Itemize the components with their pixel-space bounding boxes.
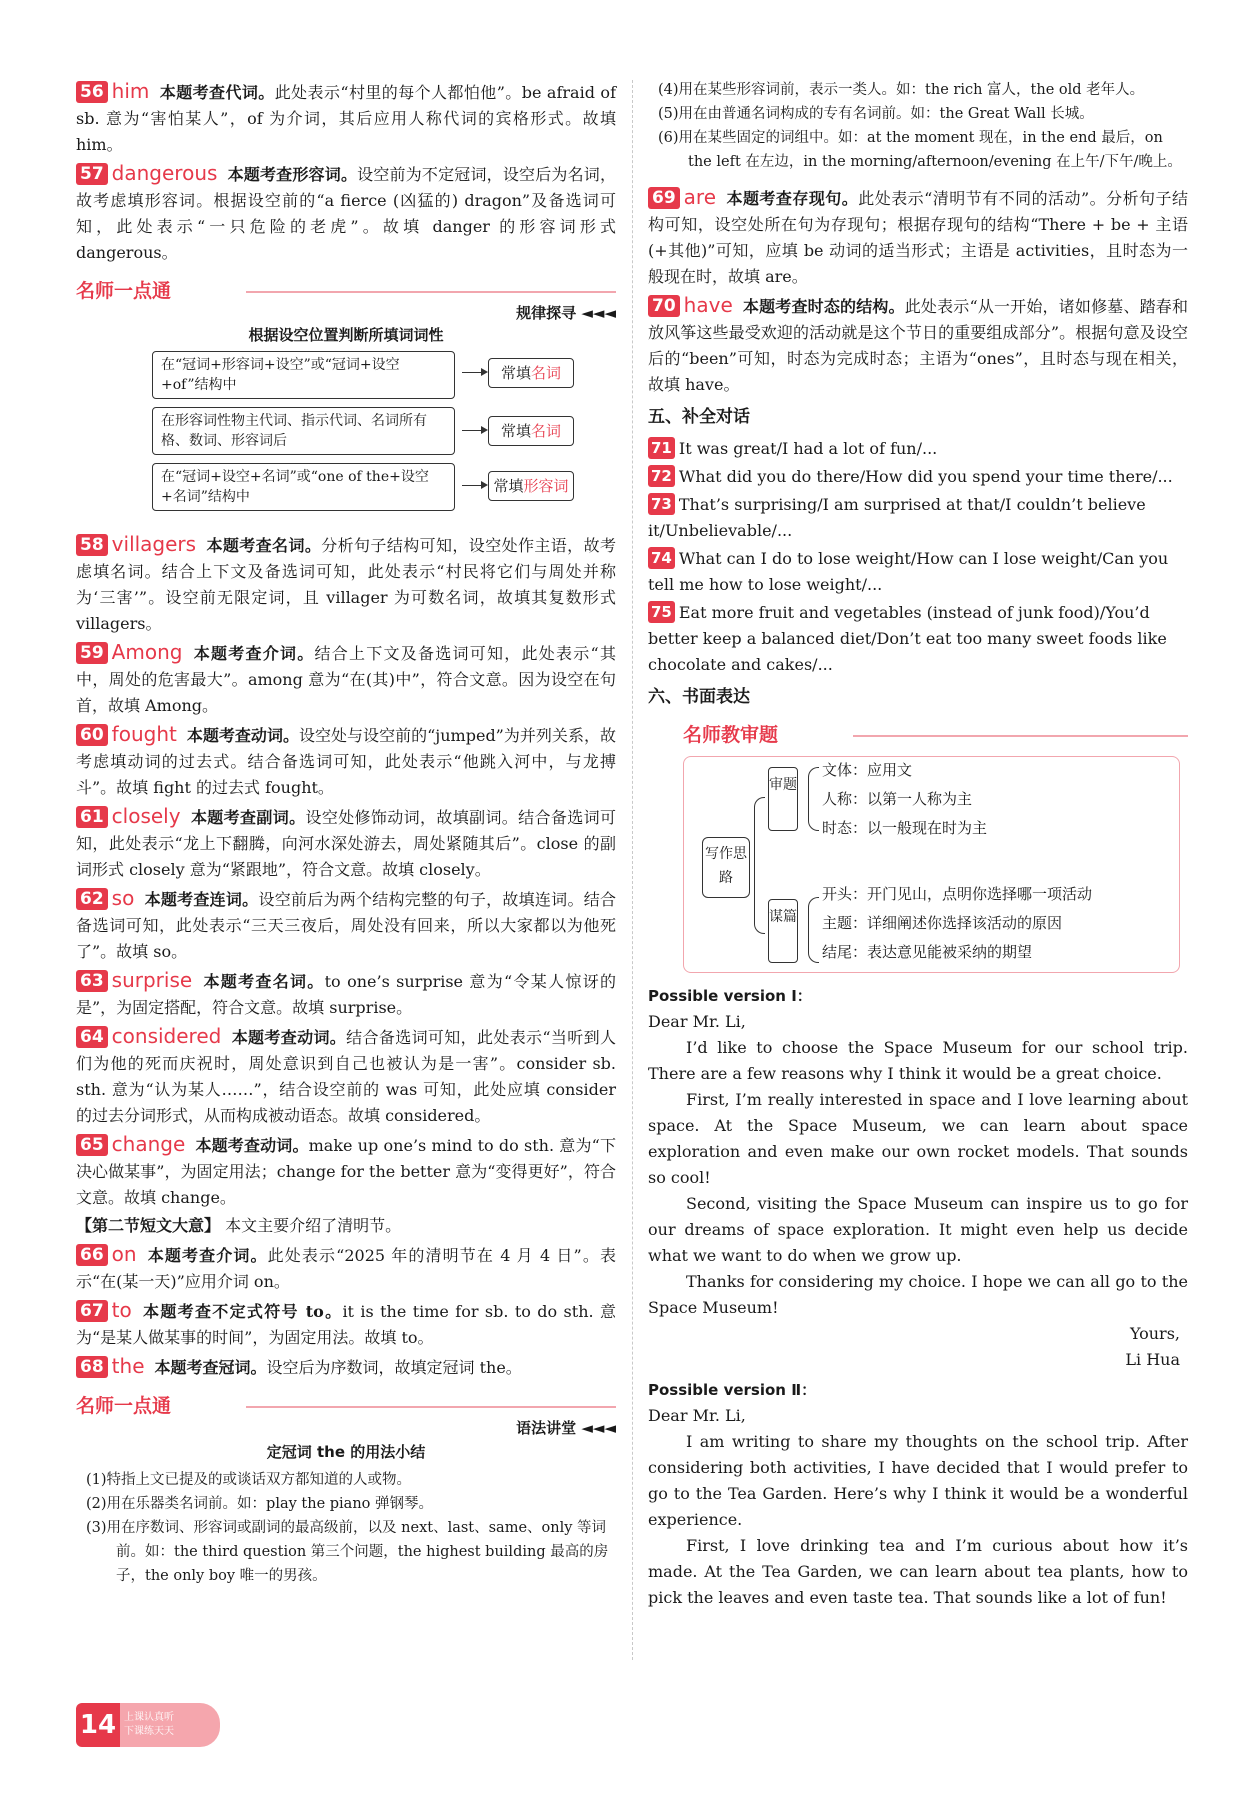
dialog-text: Eat more fruit and vegetables (instead of junk food)/You’d better keep a balanced diet/Don’t eat too many sweet foods like chocolate and cakes/...: [648, 603, 1167, 674]
mindmap-leaf: 主题：详细阐述你选择该活动的原因: [822, 914, 1063, 932]
mindmap-bracket: [808, 767, 819, 831]
grammar-item: (4)用在某些形容词前，表示一类人。如：the rich 富人，the old 老年人。: [658, 82, 1145, 98]
answer-entry: [648, 292, 1188, 398]
flow-result: 常填名词: [488, 416, 574, 446]
answer-word: closely: [111, 804, 181, 828]
question-number: 60: [76, 724, 108, 746]
tip-line: [246, 1406, 616, 1408]
tip-badge: 名师一点通: [76, 280, 172, 302]
pos-flowchart: [76, 351, 616, 531]
dialog-answer: [648, 492, 1188, 544]
question-number: 70: [648, 295, 680, 317]
letter-heading: Possible version Ⅱ：: [648, 1381, 817, 1399]
section-heading: 六、书面表达: [648, 687, 750, 707]
grammar-title: 定冠词 the 的用法小结: [266, 1443, 426, 1461]
answer-word: Among: [111, 640, 183, 664]
key-point: 本题考查名词。: [202, 972, 325, 991]
flow-condition: 在“冠词+设空+名词”或“one of the+设空+名词”结构中: [152, 463, 455, 511]
right-column: [648, 78, 1188, 1611]
question-number: 61: [76, 806, 108, 828]
letter-closing: Yours,: [1129, 1324, 1180, 1343]
mindmap-bracket: [754, 797, 765, 934]
grammar-item: (2)用在乐器类名词前。如：play the piano 弹钢琴。: [86, 1496, 434, 1512]
dialog-text: What can I do to lose weight/How can I lose weight/Can you tell me how to lose weight/...: [648, 549, 1169, 594]
answer-word: have: [683, 293, 733, 317]
footer-slogan: 上课认真听 下课练天天: [120, 1703, 220, 1747]
key-point: 本题考查副词。: [190, 808, 306, 827]
answer-entry: [76, 160, 616, 266]
key-point: 本题考查不定式符号 to。: [141, 1302, 343, 1321]
key-point: 本题考查冠词。: [154, 1358, 267, 1377]
tip-header-2: [76, 1389, 616, 1437]
answer-entry: [76, 967, 616, 1021]
writing-mindmap: [683, 756, 1180, 973]
explanation: 分析句子结构可知，设空处作主语，故考虑填名词。结合上下文及备选词可知，此处表示“村民将它们与周处并称为‘三害’”。设空前无限定词，且 villager 为可数名词，故填其复数形式 villagers。: [76, 536, 616, 633]
question-number: 57: [76, 163, 108, 185]
answer-entry: [76, 1353, 616, 1381]
explanation: 设空前后为两个结构完整的句子，故填连词。结合备选词可知，此处表示“三天三夜后，周处没有回来，所以大家都以为他死了”。故填 so。: [76, 890, 616, 961]
explanation: 结合备选词可知，此处表示“当听到人们为他的死而庆祝时，周处意识到自己也被认为是一害”。consider sb. sth. 意为“认为某人……”，结合设空前的 was 可知，此处应填 consider 的过去分词形式，从而构成被动语态。故填 considered。: [76, 1028, 616, 1125]
answer-entry: [648, 184, 1188, 290]
key-point: 本题考查存现句。: [726, 189, 859, 208]
question-number: 75: [648, 601, 675, 623]
answer-entry: [76, 1241, 616, 1295]
answer-word: surprise: [111, 968, 193, 992]
flow-arrow: [462, 485, 486, 486]
tip-subtitle: 规律探寻 ◄◄◄: [516, 304, 616, 322]
letter-paragraph: I am writing to share my thoughts on the school trip. After considering both activities, I have decided that I would prefer to go to the Tea Garden. Here’s why I think it would be a wonderful experience.: [648, 1432, 1188, 1529]
explanation: 此处表示“2025 年的清明节在 4 月 4 日”。表示“在(某一天)”应用介词 on。: [76, 1246, 616, 1291]
answer-entry: [76, 803, 616, 883]
dialog-text: It was great/I had a lot of fun/...: [678, 439, 938, 458]
key-point: 本题考查动词。: [186, 726, 299, 745]
key-point: 本题考查名词。: [206, 536, 322, 555]
dialog-answer: [648, 464, 1188, 490]
question-number: 65: [76, 1134, 108, 1156]
flow-result: 常填名词: [488, 358, 574, 388]
tip-line: [246, 291, 616, 293]
question-number: 68: [76, 1356, 108, 1378]
dialog-answer: [648, 600, 1188, 678]
page-footer: [76, 1703, 226, 1747]
tip-badge: 名师一点通: [76, 1395, 172, 1417]
mindmap-node: 谋篇: [768, 899, 798, 963]
section-heading: 五、补全对话: [648, 407, 750, 427]
grammar-list: [76, 1468, 616, 1588]
explanation: 此处表示“从一开始，诸如修墓、踏春和放风筝这些最受欢迎的活动就是这个节日的重要组成部分”。根据句意及设空后的“been”可知，时态为完成时态；主语为“ones”，且时态与现在相关，故填 have。: [648, 297, 1188, 394]
explanation: 此处表示“清明节有不同的活动”。分析句子结构可知，设空处所在句为存现句；根据存现句的结构“There + be + 主语(+其他)”可知，应填 be 动词的适当形式；主语是 activities，且时态为一般现在时，故填 are。: [648, 189, 1188, 286]
answer-word: change: [111, 1132, 186, 1156]
sample-letter-2: [648, 1377, 1188, 1611]
question-number: 71: [648, 437, 675, 459]
question-number: 63: [76, 970, 108, 992]
explanation: 结合上下文及备选词可知，此处表示“其中，周处的危害最大”。among 意为“在(其)中”，符合文意。因为设空在句首，故填 Among。: [76, 644, 616, 715]
left-column: [76, 78, 616, 1588]
key-point: 本题考查代词。: [159, 83, 275, 102]
answer-word: fought: [111, 722, 177, 746]
answer-word: considered: [111, 1024, 222, 1048]
question-number: 73: [648, 493, 675, 515]
mindmap-center: 写作思路: [702, 837, 750, 898]
mindmap-leaf: 文体：应用文: [822, 761, 913, 779]
mindmap-node: 审题: [768, 767, 798, 831]
answer-word: to: [111, 1298, 132, 1322]
tip-header-1: [76, 274, 616, 322]
explanation: it is the time for sb. to do sth. 意为“是某人做某事的时间”，为固定用法。故填 to。: [76, 1302, 616, 1347]
letter-salutation: Dear Mr. Li,: [648, 1012, 746, 1031]
answer-word: dangerous: [111, 161, 218, 185]
question-number: 62: [76, 888, 108, 910]
question-number: 56: [76, 81, 108, 103]
question-number: 64: [76, 1026, 108, 1048]
letter-paragraph: Second, visiting the Space Museum can inspire us to go for our dreams of space exploration. It might even help us decide what we want to do when we grow up.: [648, 1194, 1188, 1265]
dialog-answer: [648, 436, 1188, 462]
question-number: 66: [76, 1244, 108, 1266]
key-point: 本题考查动词。: [195, 1136, 309, 1155]
explanation: make up one’s mind to do sth. 意为“下决心做某事”，为固定用法；change for the better 意为“变得更好”，符合文意。故填 change。: [76, 1136, 616, 1207]
explanation: 此处表示“村里的每个人都怕他”。be afraid of sb. 意为“害怕某人”，of 为介词，其后应用人称代词的宾格形式。故填 him。: [76, 83, 616, 154]
page-number: 14: [76, 1703, 120, 1747]
grammar-list-continued: [648, 78, 1188, 174]
letter-signature: Li Hua: [1125, 1350, 1180, 1369]
answer-word: him: [111, 79, 150, 103]
tip-subtitle: 语法讲堂 ◄◄◄: [516, 1419, 616, 1437]
answer-word: villagers: [111, 532, 197, 556]
answer-entry: [76, 78, 616, 158]
tip-badge: 名师教审题: [683, 724, 779, 746]
key-point: 本题考查动词。: [231, 1028, 347, 1047]
answer-entry: [76, 1297, 616, 1351]
dialog-answer: [648, 546, 1188, 598]
section-summary: 【第二节短文大意】 本文主要介绍了清明节。: [76, 1216, 402, 1235]
letter-salutation: Dear Mr. Li,: [648, 1406, 746, 1425]
flow-arrow: [462, 430, 486, 431]
explanation: to one’s surprise 意为“令某人惊讶的是”，为固定搭配，符合文意。故填 surprise。: [76, 972, 616, 1017]
explanation: 设空前为不定冠词，设空后为名词，故考虑填形容词。根据设空前的“a fierce (凶猛的) dragon”及备选词可知，此处表示“一只危险的老虎”。故填 danger 的形容词形式 dangerous。: [76, 165, 616, 262]
mindmap-bracket: [808, 897, 819, 963]
grammar-item: (5)用在由普通名词构成的专有名词前。如：the Great Wall 长城。: [658, 106, 1094, 122]
answer-word: are: [683, 185, 717, 209]
answer-entry: [76, 1131, 616, 1211]
letter-paragraph: First, I’m really interested in space and I love learning about space. At the Space Museum, we can learn about space exploration and even make our own rocket models. That sounds so cool!: [648, 1090, 1188, 1187]
dialog-text: What did you do there/How did you spend your time there/...: [678, 467, 1173, 486]
flow-result: 常填形容词: [488, 471, 574, 501]
answer-entry: [76, 531, 616, 637]
answer-entry: [76, 721, 616, 801]
letter-paragraph: First, I love drinking tea and I’m curious about how it’s made. At the Tea Garden, we can learn about tea plants, how to pick the leaves and even taste tea. That sounds like a lot of fun!: [648, 1536, 1188, 1607]
letter-paragraph: Thanks for considering my choice. I hope we can all go to the Space Museum!: [648, 1272, 1188, 1317]
column-divider: [632, 80, 633, 1660]
mindmap-leaf: 结尾：表达意见能被采纳的期望: [822, 943, 1033, 961]
tip-line: [853, 735, 1188, 737]
answer-entry: [76, 885, 616, 965]
letter-paragraph: I’d like to choose the Space Museum for our school trip. There are a few reasons why I think it would be a great choice.: [648, 1038, 1188, 1083]
flow-arrow: [462, 372, 486, 373]
letter-heading: Possible version Ⅰ：: [648, 987, 812, 1005]
answer-entry: [76, 639, 616, 719]
explanation: 设空后为序数词，故填定冠词 the。: [266, 1358, 522, 1377]
dialog-text: That’s surprising/I am surprised at that/I couldn’t believe it/Unbelievable/...: [648, 495, 1146, 540]
key-point: 本题考查连词。: [144, 890, 259, 909]
mindmap-leaf: 时态：以一般现在时为主: [822, 819, 988, 837]
tip-title: 根据设空位置判断所填词词性: [248, 326, 444, 344]
question-number: 59: [76, 642, 108, 664]
answer-word: on: [111, 1242, 137, 1266]
key-point: 本题考查形容词。: [227, 165, 358, 184]
key-point: 本题考查介词。: [192, 644, 315, 663]
answer-word: so: [111, 886, 135, 910]
flow-condition: 在“冠词+形容词+设空”或“冠词+设空+of”结构中: [152, 351, 455, 399]
tip-header-3: [683, 718, 1188, 748]
flow-condition: 在形容词性物主代词、指示代词、名词所有格、数词、形容词后: [152, 407, 455, 455]
answer-word: the: [111, 1354, 145, 1378]
question-number: 74: [648, 547, 675, 569]
key-point: 本题考查时态的结构。: [742, 297, 905, 316]
mindmap-leaf: 人称：以第一人称为主: [822, 790, 973, 808]
explanation: 设空处与设空前的“jumped”为并列关系，故考虑填动词的过去式。结合备选词可知，此处表示“他跳入河中，与龙搏斗”。故填 fight 的过去式 fought。: [76, 726, 616, 797]
grammar-item: (6)用在某些固定的词组中。如：at the moment 现在，in the end 最后，on the left 在左边，in the morning/afternoon/evening 在上午/下午/晚上。: [658, 130, 1182, 170]
question-number: 69: [648, 187, 680, 209]
key-point: 本题考查介词。: [146, 1246, 268, 1265]
question-number: 58: [76, 534, 108, 556]
mindmap-leaf: 开头：开门见山，点明你选择哪一项活动: [822, 885, 1093, 903]
explanation: 设空处修饰动词，故填副词。结合备选词可知，此处表示“龙上下翻腾，向河水深处游去，周处紧随其后”。close 的副词形式 closely 意为“紧跟地”，符合文意。故填 closely。: [76, 808, 616, 879]
sample-letter-1: [648, 983, 1188, 1373]
answer-entry: [76, 1023, 616, 1129]
grammar-item: (1)特指上文已提及的或谈话双方都知道的人或物。: [86, 1472, 412, 1488]
question-number: 72: [648, 465, 675, 487]
grammar-item: (3)用在序数词、形容词或副词的最高级前，以及 next、last、same、only 等词前。如：the third question 第三个问题，the highest building 最高的房子，the only boy 唯一的男孩。: [86, 1520, 609, 1584]
question-number: 67: [76, 1300, 108, 1322]
